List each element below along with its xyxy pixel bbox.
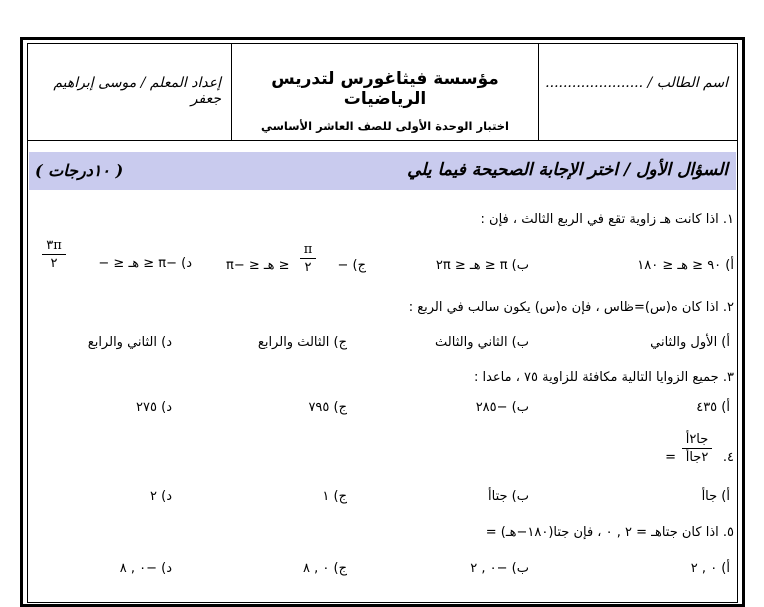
teacher-name: إعداد المعلم / موسى إبراهيم جعفر [53,75,221,107]
q2-option-a[interactable]: أ) الأول والثاني [650,335,730,350]
q1-option-c[interactable] [226,242,366,282]
fraction-denominator: ٢جاأ [685,450,709,465]
q4-option-a[interactable]: أ) جاأ [701,489,730,504]
q1-option-a[interactable]: أ) ٩٠ ≤ هـ ≤ ١٨٠ [637,258,734,273]
q1-option-b[interactable]: ب) π ≤ هـ ≤ ٢π [435,258,529,273]
q2-option-d[interactable]: د) الثاني والرابع [87,335,172,350]
question-text: اذا كانت هـ زاوية تقع في الربع الثالث ، فإن : [480,212,719,227]
section-marks: ( ١٠درجات ) [35,161,124,180]
question-text: اذا كان ه(س)=ظاس ، فإن ه(س) يكون سالب في الربع : [408,300,719,315]
question-4 [644,432,734,478]
question-1 [481,212,734,227]
q1-option-c-prefix: ج) − [337,258,366,273]
question-number: ٥. [722,525,734,540]
student-name-field[interactable]: اسم الطالب / ...................... [545,75,728,91]
q3-option-c[interactable]: ج) ٧٩٥ [308,400,347,415]
q1-option-c-fraction [300,242,316,275]
question-text: جميع الزوايا التالية مكافئة للزاوية ٧٥ ، ماعدا : [473,370,719,385]
q5-option-d[interactable]: د) −٠ , ٨ [119,561,172,576]
student-cell [539,43,738,141]
section-title: السؤال الأول / اختر الإجابة الصحيحة فيما يلي [407,160,728,180]
q3-option-d[interactable]: د) ٢٧٥ [136,400,172,415]
q1-option-d-prefix: د) −π ≤ هـ ≤ − [98,256,192,271]
fraction-denominator: ٢ [50,256,58,271]
q4-fraction [682,432,712,465]
question-2 [409,300,734,315]
fraction-numerator: π [303,242,313,257]
q4-option-c[interactable]: ج) ١ [322,489,347,504]
question-text: اذا كان جتاهـ = ٢ , ٠ ، فإن جتا(١٨٠−هـ) = [485,525,719,540]
institution-name: مؤسسة فيثاغورس لتدريس الرياضيات [271,69,499,109]
question-5 [486,525,734,540]
q4-option-b[interactable]: ب) جتاأ [488,489,529,504]
q2-option-b[interactable]: ب) الثاني والثالث [435,335,529,350]
question-number: ٤. [722,450,734,465]
question-3 [474,370,734,385]
teacher-cell [27,43,232,141]
q2-option-c[interactable]: ج) الثالث والرابع [257,335,347,350]
q3-option-b[interactable]: ب) −٢٨٥ [475,400,529,415]
question-number: ٢. [722,300,734,315]
q1-option-c-suffix: ≤ هـ ≤ −π [226,258,290,273]
question-number: ١. [722,212,734,227]
title-cell [232,43,539,141]
q5-option-a[interactable]: أ) ٠ , ٢ [690,561,730,576]
fraction-numerator: جا٢أ [685,432,709,447]
exam-title: اختبار الوحدة الأولى للصف العاشر الأساسي [260,119,510,133]
q3-option-a[interactable]: أ) ٤٣٥ [696,400,730,415]
q1-option-d-fraction [42,238,66,271]
q1-option-d[interactable] [42,238,192,282]
q5-option-b[interactable]: ب) −٠ , ٢ [470,561,529,576]
section-header [29,152,736,190]
q4-option-d[interactable]: د) ٢ [150,489,172,504]
q5-option-c[interactable]: ج) ٠ , ٨ [303,561,347,576]
fraction-numerator: ٣π [46,238,62,253]
equals-sign: = [665,450,676,465]
question-number: ٣. [722,370,734,385]
fraction-denominator: ٢ [304,260,312,275]
